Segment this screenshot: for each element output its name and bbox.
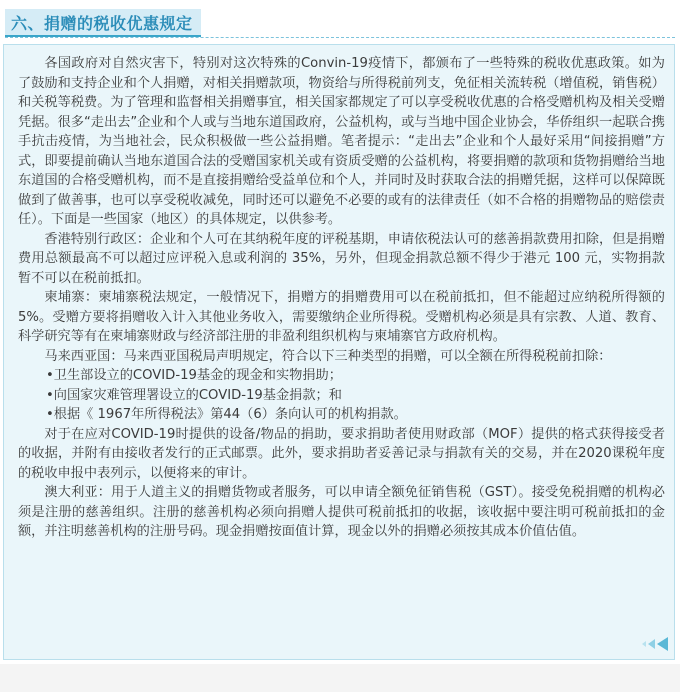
header-divider: [5, 37, 675, 38]
paragraph-australia: 澳大利亚：用于人道主义的捐赠货物或者服务，可以申请全额免征销售税（GST）。接受免税捐赠的机构必须是注册的慈善组织。注册的慈善机构必须向捐赠人提供可税前抵扣的收据，该收据中要注明可税前抵扣的金额，并注明慈善机构的注册号码。现金捐赠按面值计算，现金以外的捐赠必须按其成本价值估值。: [18, 485, 665, 539]
section-title-box: [5, 9, 201, 37]
bullet-item: •卫生部设立的COVID-19基金的现金和实物捐助；: [46, 368, 342, 383]
corner-arrows-icon: [642, 634, 668, 654]
paragraph-malaysia: 马来西亚国：马来西亚国税局声明规定，符合以下三种类型的捐赠，可以全额在所得税税前扣除：: [44, 348, 612, 364]
article-body: [18, 54, 665, 542]
content-panel: [3, 44, 675, 660]
section-header: [0, 0, 680, 38]
paragraph-hongkong: 香港特别行政区：企业和个人可在其纳税年度的评税基期，申请依税法认可的慈善捐款费用扣除，但是捐赠费用总额最高不可以超过应评税入息或利润的 35%，另外，但现金捐款总额不得少于港元 100 元，实物捐款暂不可以在税前抵扣。: [18, 231, 665, 286]
paragraph-cambodia: 柬埔寨：柬埔寨税法规定，一般情况下，捐赠方的捐赠费用可以在税前抵扣，但不能超过应纳税所得额的5%。受赠方要将捐赠收入计入其他业务收入，需要缴纳企业所得税。受赠机构必须是具有宗教、人道、教育、科学研究等有在柬埔寨财政与经济部注册的非盈利组织机构与柬埔寨官方政府机构。: [18, 290, 665, 344]
bullet-item: •向国家灾难管理署设立的COVID-19基金捐款；和: [46, 387, 342, 403]
footer-band: [0, 664, 680, 692]
section-title: 六、捐赠的税收优惠规定: [11, 13, 193, 33]
paragraph-malaysia-equipment: 对于在应对COVID-19时提供的设备/物品的捐助，要求捐助者使用财政部（MOF）提供的格式获得接受者的收据，并附有由接收者发行的正式邮票。此外，要求捐助者妥善记录与捐款有关的交易，并在2020课税年度的税收申报中表列示，以便将来的审计。: [18, 426, 665, 481]
paragraph-intro: 各国政府对自然灾害下，特别对这次特殊的Convin-19疫情下，都颁布了一些特殊的税收优惠政策。如为了鼓励和支持企业和个人捐赠，对相关捐赠款项，物资给与所得税前列支，免征相关流转税（增值税，销售税）和关税等税费。为了管理和监督相关捐赠事宜，相关国家都规定了可以享受税收优惠的合格受赠机构及相关受赠凭据。很多“走出去”企业和个人或与当地东道国政府，公益机构，或与当地中国企业协会，华侨组织一起联合携手抗击疫情，为当地社会，民众积极做一些公益捐赠。笔者提示：“走出去”企业和个人最好采用“间接捐赠”方式，即要提前确认当地东道国合法的受赠国家机关或有资质受赠的公益机构，将要捐赠的款项和货物捐赠给当地东道国的合格受赠机构，而不是直接捐赠给受益单位和个人，并同时及时获取合法的捐赠凭据，这样可以保障既做到了做善事，也可以享受税收减免，同时还可以避免不必要的或有的法律责任（如不合格的捐赠物品的赔偿责任）。下面是一些国家（地区）的具体规定，以供参考。: [18, 56, 665, 227]
bullet-item: •根据《 1967年所得税法》第44（6）条向认可的机构捐款。: [46, 407, 407, 422]
